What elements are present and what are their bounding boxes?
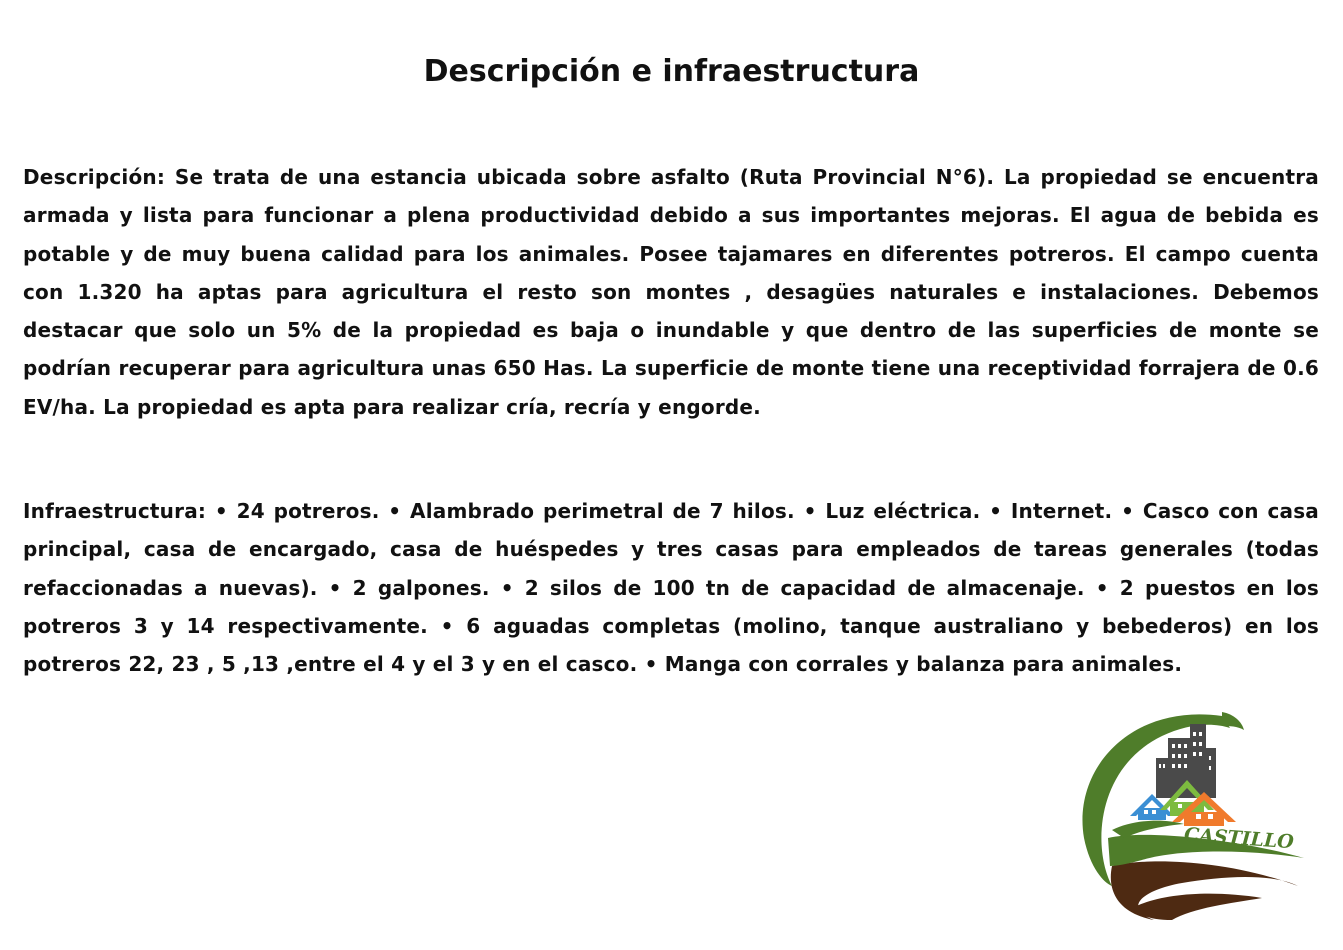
infrastructure-paragraph: Infraestructura: • 24 potreros. • Alambrado perimetral de 7 hilos. • Luz eléctrica. • Internet. • Casco con casa principal, casa de encargado, casa de huéspedes y tres casas para empleados de tareas generales (todas refaccionadas a nuevas). • 2 galpones. • 2 silos de 100 tn de capacidad de almacenaje. • 2 puestos en los potreros 3 y 14 respectivamente. • 6 aguadas completas (molino, tanque australiano y bebederos) en los potreros 22, 23 , 5 ,13 ,entre el 4 y el 3 y en el casco. • Manga con corrales y balanza para animales. — [23, 499, 1319, 677]
page-title: Descripción e infraestructura — [423, 54, 920, 89]
castillo-logo — [1072, 698, 1312, 924]
description-paragraph: Descripción: Se trata de una estancia ubicada sobre asfalto (Ruta Provincial N°6). La propiedad se encuentra armada y lista para funcionar a plena productividad debido a sus importantes mejoras. El agua de bebida es potable y de muy buena calidad para los animales. Posee tajamares en diferentes potreros. El campo cuenta con 1.320 ha aptas para agricultura el resto son montes , desagües naturales e instalaciones. Debemos destacar que solo un 5% de la propiedad es baja o inundable y que dentro de las superficies de monte se podrían recuperar para agricultura unas 650 Has. La superficie de monte tiene una receptividad forrajera de 0.6 EV/ha. La propiedad es apta para realizar cría, recría y engorde. — [23, 165, 1319, 419]
logo-houses — [1130, 780, 1236, 826]
logo-brand-text: CASTILLO — [1183, 823, 1295, 854]
